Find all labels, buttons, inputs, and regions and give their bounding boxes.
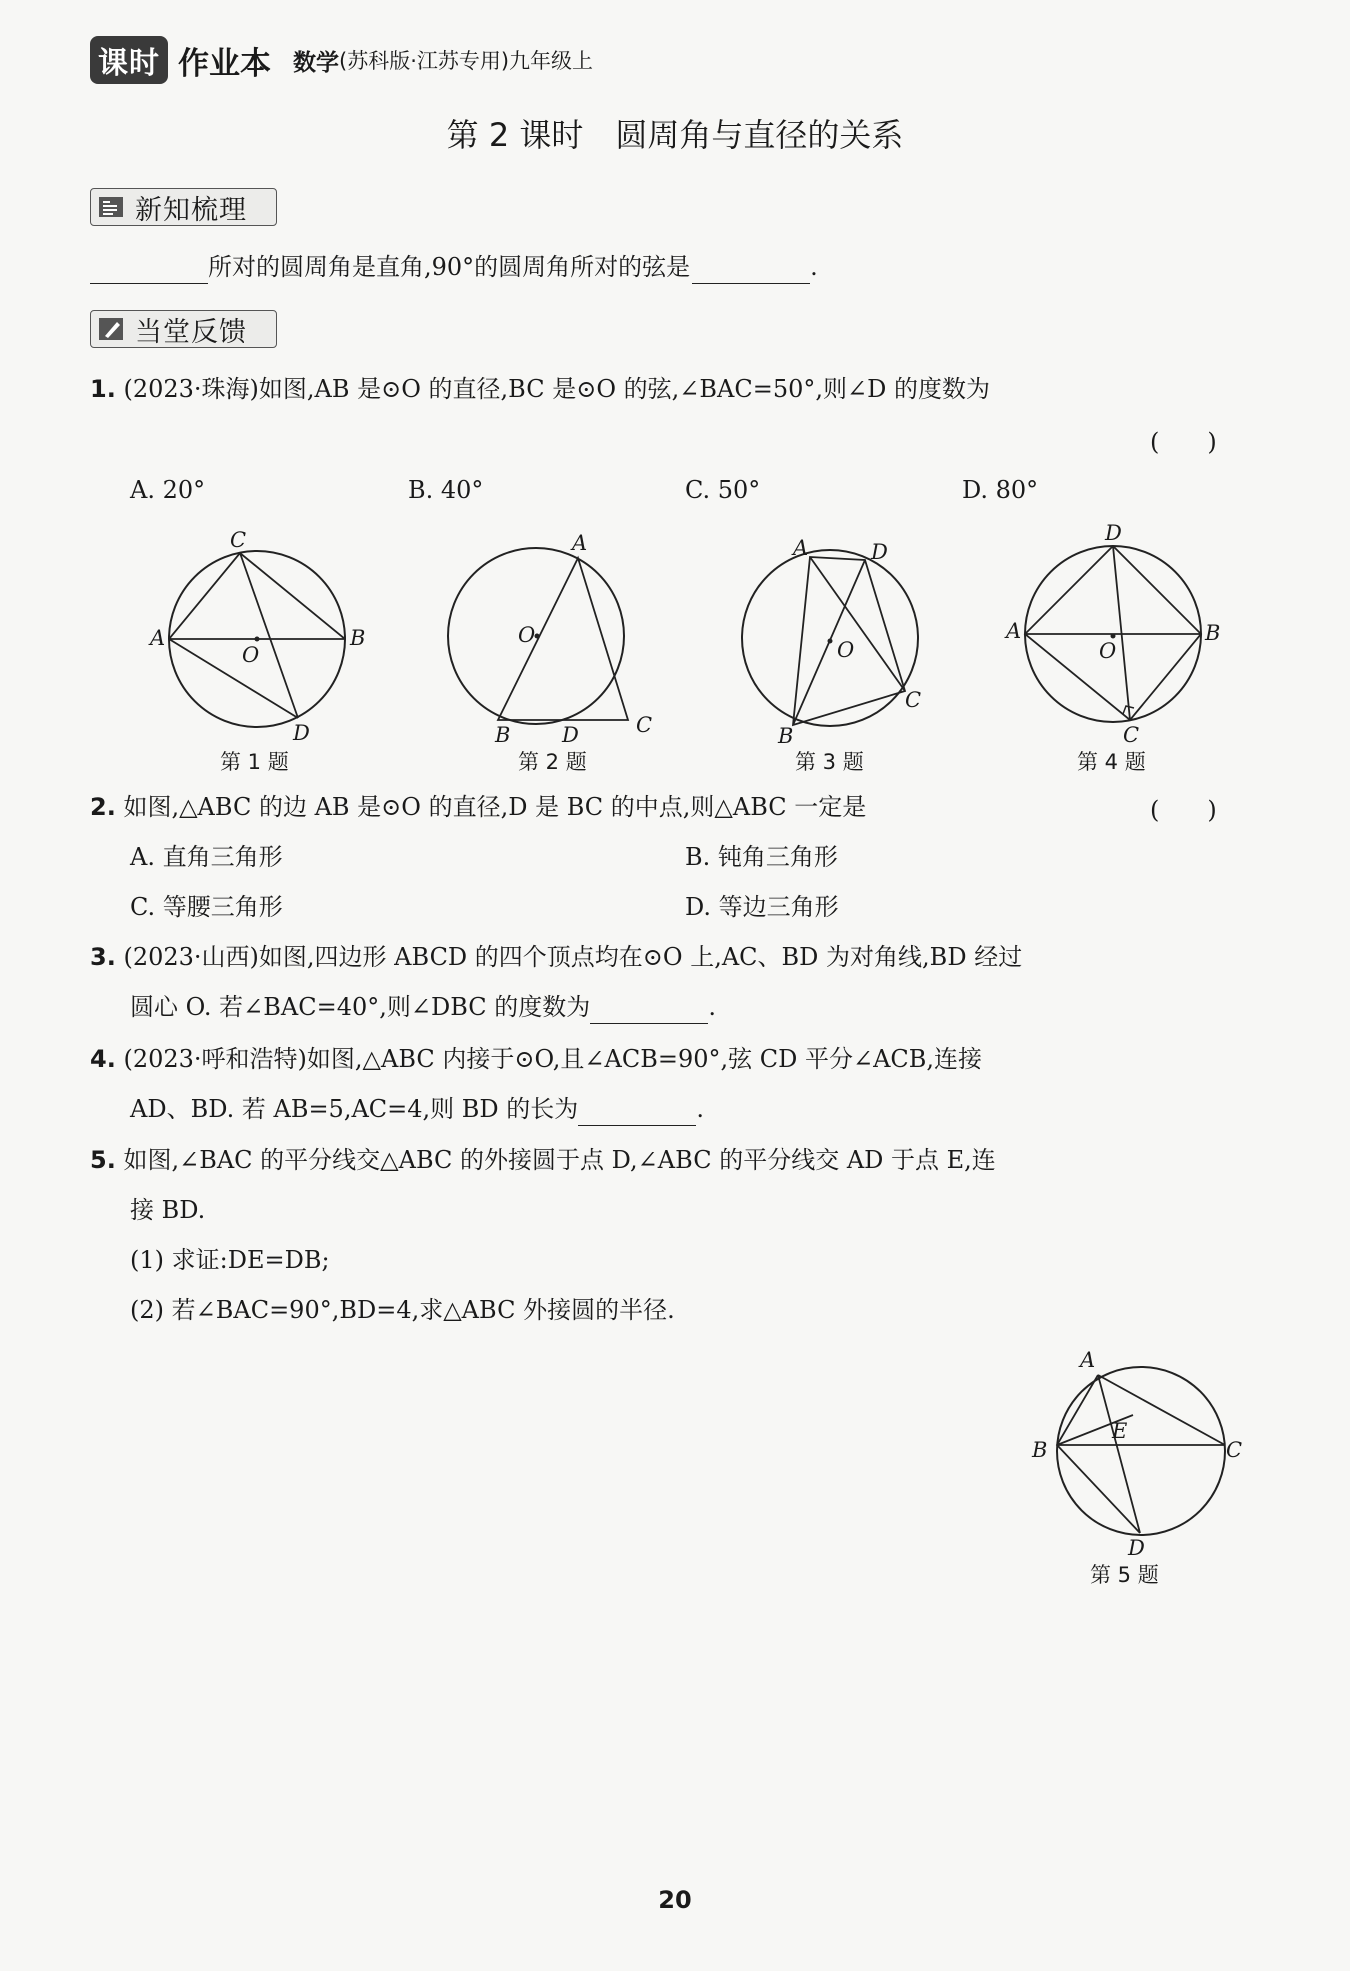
book-icon	[97, 194, 127, 220]
question-5: 5. 如图,∠BAC 的平分线交△ABC 的外接圆于点 D,∠ABC 的平分线交 AD 于点 E,连	[90, 1146, 996, 1174]
svg-text:B: B	[1205, 621, 1221, 645]
option-b[interactable]: B. 40°	[408, 476, 484, 504]
svg-text:D: D	[293, 721, 310, 745]
svg-text:A: A	[793, 536, 809, 560]
figure-4	[1005, 520, 1225, 745]
svg-text:D: D	[1105, 521, 1122, 545]
svg-text:B: B	[495, 723, 511, 747]
answer-blank[interactable]	[590, 997, 708, 1024]
section-title: 当堂反馈	[135, 316, 247, 348]
svg-text:A: A	[572, 531, 588, 555]
answer-paren[interactable]: ( )	[1150, 796, 1217, 824]
svg-text:D: D	[871, 540, 888, 564]
option-a[interactable]: A. 20°	[130, 476, 206, 504]
pencil-icon	[97, 316, 127, 342]
option-c[interactable]: C. 等腰三角形	[130, 893, 283, 921]
lesson-title: 第 2 课时 圆周角与直径的关系	[446, 116, 904, 154]
option-c[interactable]: C. 50°	[685, 476, 761, 504]
svg-text:B: B	[350, 626, 366, 650]
figure-caption: 第 1 题	[220, 750, 289, 774]
question-3-line-2: 圆心 O. 若∠BAC=40°,则∠DBC 的度数为 .	[130, 990, 716, 1024]
svg-text:A: A	[150, 626, 166, 650]
svg-text:C: C	[1123, 723, 1140, 747]
book-edition: (苏科版·江苏专用)九年级上	[339, 49, 594, 73]
question-4-line-2: AD、BD. 若 AB=5,AC=4,则 BD 的长为 .	[130, 1092, 704, 1126]
section-title: 新知梳理	[135, 194, 247, 226]
figure-5	[1030, 1345, 1250, 1565]
svg-text:O: O	[242, 643, 260, 667]
svg-text:C: C	[230, 528, 247, 552]
svg-text:C: C	[905, 688, 922, 712]
page-number: 20	[658, 1886, 692, 1914]
question-5-line-2: 接 BD.	[130, 1196, 206, 1224]
svg-text:D: D	[562, 723, 579, 747]
svg-text:O: O	[837, 638, 855, 662]
option-d[interactable]: D. 等边三角形	[685, 893, 839, 921]
question-5-part-2: (2) 若∠BAC=90°,BD=4,求△ABC 外接圆的半径.	[130, 1296, 675, 1324]
series-logo: 课时	[90, 36, 168, 84]
svg-text:O: O	[1099, 639, 1117, 663]
svg-text:A: A	[1080, 1348, 1096, 1372]
svg-text:E: E	[1112, 1419, 1128, 1443]
question-5-part-1: (1) 求证:DE=DB;	[130, 1246, 330, 1274]
figure-caption: 第 3 题	[795, 750, 864, 774]
svg-text:D: D	[1128, 1536, 1145, 1560]
option-a[interactable]: A. 直角三角形	[130, 843, 283, 871]
question-3: 3. (2023·山西)如图,四边形 ABCD 的四个顶点均在⊙O 上,AC、BD 为对角线,BD 经过	[90, 943, 1023, 971]
figure-caption: 第 4 题	[1077, 750, 1146, 774]
question-2: 2. 如图,△ABC 的边 AB 是⊙O 的直径,D 是 BC 的中点,则△ABC 一定是	[90, 793, 867, 821]
svg-text:O: O	[518, 623, 536, 647]
option-d[interactable]: D. 80°	[962, 476, 1039, 504]
section-label-new-knowledge	[90, 188, 277, 226]
knowledge-line: 所对的圆周角是直角,90°的圆周角所对的弦是 .	[90, 250, 818, 284]
svg-text:C: C	[1226, 1438, 1243, 1462]
question-4: 4. (2023·呼和浩特)如图,△ABC 内接于⊙O,且∠ACB=90°,弦 CD 平分∠ACB,连接	[90, 1045, 983, 1073]
answer-blank[interactable]	[90, 257, 208, 284]
figure-1	[150, 525, 370, 745]
svg-text:A: A	[1006, 619, 1022, 643]
figure-caption: 第 2 题	[518, 750, 587, 774]
question-1: 1. (2023·珠海)如图,AB 是⊙O 的直径,BC 是⊙O 的弦,∠BAC=50°,则∠D 的度数为	[90, 375, 990, 403]
answer-blank[interactable]	[692, 257, 810, 284]
svg-text:C: C	[636, 713, 653, 737]
figure-2	[440, 530, 670, 747]
figure-caption: 第 5 题	[1090, 1563, 1159, 1587]
answer-blank[interactable]	[578, 1099, 696, 1126]
page-header	[90, 38, 593, 82]
svg-text:B: B	[1032, 1438, 1048, 1462]
figure-3	[725, 535, 945, 748]
section-label-feedback	[90, 310, 277, 348]
series-name: 作业本	[178, 45, 271, 82]
option-b[interactable]: B. 钝角三角形	[685, 843, 838, 871]
book-subject: 数学	[293, 49, 339, 76]
svg-text:B: B	[778, 724, 794, 748]
answer-paren[interactable]: ( )	[1150, 428, 1217, 456]
